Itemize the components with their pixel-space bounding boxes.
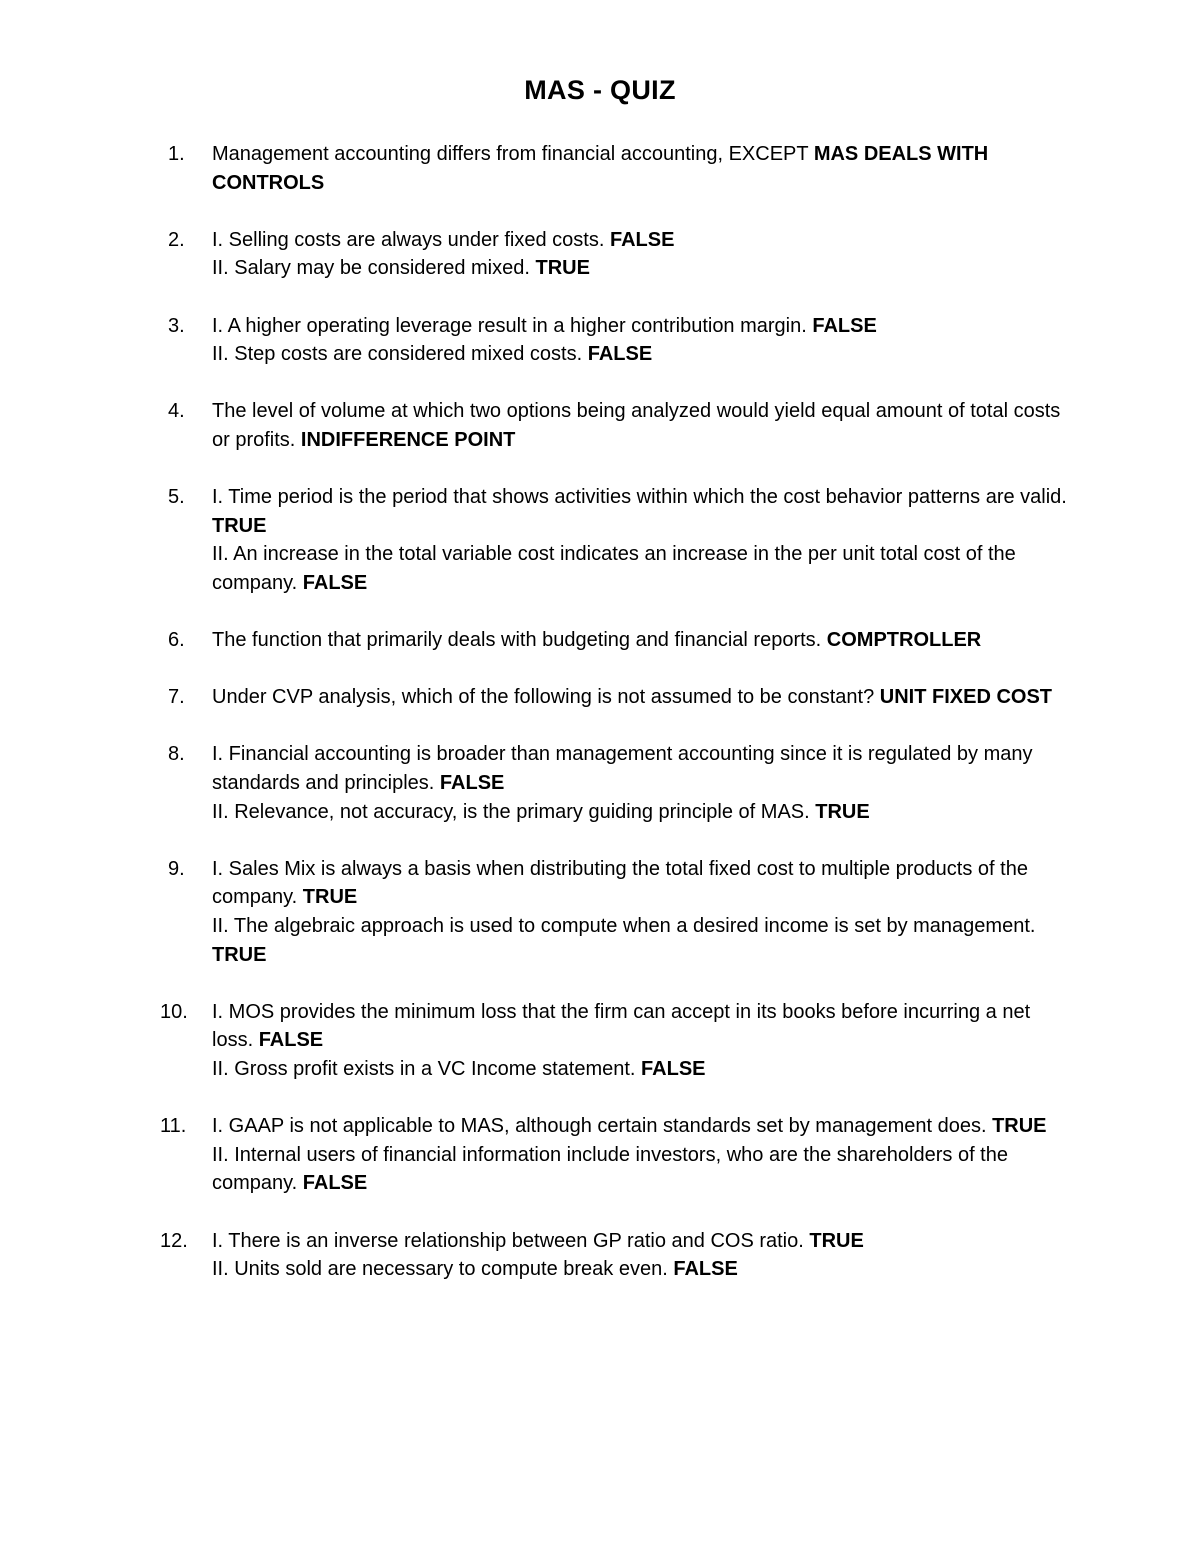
statement-text: II. Step costs are considered mixed costs.	[212, 343, 588, 366]
statement-text: II. The algebraic approach is used to compute when a desired income is set by management.	[212, 915, 1036, 938]
statement-text: Management accounting differs from financial accounting, EXCEPT	[212, 143, 814, 165]
answer-text: FALSE	[587, 343, 653, 366]
statement-text: II. An increase in the total variable cost indicates an increase in the per unit total cost of the company.	[212, 543, 1016, 594]
answer-text: FALSE	[302, 571, 368, 594]
statement-text: I. MOS provides the minimum loss that the firm can accept in its books before incurring a net loss.	[212, 1000, 1031, 1052]
statement-text: The level of volume at which two options being analyzed would yield equal amount of total costs or profits.	[212, 400, 1061, 451]
statement-text: II. Salary may be considered mixed.	[212, 257, 536, 280]
item-statement-i	[212, 855, 1068, 912]
statement-text: I. A higher operating leverage result in a higher contribution margin.	[212, 314, 813, 337]
statement-text: I. Sales Mix is always a basis when distributing the total fixed cost to multiple products of the company.	[212, 857, 1028, 909]
item-number: 4.	[168, 400, 185, 423]
answer-text: FALSE	[609, 228, 675, 251]
statement-text: I. GAAP is not applicable to MAS, although certain standards set by management does.	[212, 1115, 993, 1138]
statement-text: I. Selling costs are always under fixed costs.	[212, 228, 610, 251]
item-number: 8.	[168, 743, 185, 766]
item-statement	[212, 140, 1068, 197]
item-statement-i	[212, 998, 1068, 1055]
quiz-item-12	[160, 1227, 1068, 1284]
item-statement-ii	[212, 340, 1068, 369]
quiz-item-9	[168, 855, 1068, 969]
quiz-item-1	[168, 140, 1068, 197]
item-number: 3.	[168, 314, 185, 337]
item-number: 11.	[160, 1115, 187, 1138]
answer-text: UNIT FIXED COST	[879, 686, 1053, 709]
statement-text: I. There is an inverse relationship between GP ratio and COS ratio.	[212, 1229, 810, 1252]
statement-text: II. Gross profit exists in a VC Income statement.	[212, 1058, 642, 1080]
statement-text: II. Units sold are necessary to compute break even.	[212, 1258, 674, 1281]
answer-text: FALSE	[673, 1258, 738, 1281]
item-statement-ii	[212, 254, 1068, 283]
quiz-item-6	[168, 626, 1068, 655]
item-statement-ii	[212, 798, 1068, 827]
statement-text: II. Relevance, not accuracy, is the primary guiding principle of MAS.	[212, 800, 816, 823]
statement-text: Under CVP analysis, which of the following is not assumed to be constant?	[212, 686, 880, 709]
answer-text: TRUE	[212, 943, 267, 966]
item-statement-i	[212, 312, 1068, 341]
item-statement-i	[212, 483, 1068, 540]
answer-text: TRUE	[992, 1115, 1047, 1138]
page-title: MAS - QUIZ	[524, 75, 676, 105]
answer-text: TRUE	[302, 886, 358, 909]
answer-text: FALSE	[641, 1058, 706, 1080]
item-number: 5.	[168, 486, 185, 509]
item-statement-ii	[212, 1141, 1068, 1198]
quiz-item-10	[160, 998, 1068, 1084]
answer-text: INDIFFERENCE POINT	[300, 428, 516, 451]
item-number: 6.	[168, 629, 185, 652]
answer-text: TRUE	[815, 800, 870, 823]
item-statement-ii	[212, 1255, 1068, 1284]
item-number: 1.	[168, 143, 185, 165]
answer-text: FALSE	[812, 314, 877, 337]
item-statement	[212, 397, 1068, 454]
item-number: 10.	[160, 1000, 188, 1023]
quiz-item-11	[160, 1112, 1068, 1198]
item-number: 2.	[168, 228, 185, 251]
item-statement	[212, 626, 1068, 655]
statement-text: I. Time period is the period that shows activities within which the cost behavior patterns are valid.	[212, 486, 1067, 509]
item-statement-i	[212, 226, 1068, 255]
quiz-item-7	[168, 683, 1068, 712]
statement-text: II. Internal users of financial information include investors, who are the shareholders of the company.	[212, 1143, 1008, 1195]
answer-text: MAS DEALS WITH CONTROLS	[212, 143, 989, 194]
answer-text: COMPTROLLER	[826, 629, 982, 652]
quiz-item-4	[168, 397, 1068, 454]
item-statement-ii	[212, 912, 1068, 969]
answer-text: TRUE	[809, 1229, 864, 1252]
quiz-list	[160, 140, 1068, 1312]
quiz-item-3	[168, 312, 1068, 369]
item-number: 12.	[160, 1229, 188, 1252]
item-statement-i	[212, 1112, 1068, 1141]
quiz-item-8	[168, 740, 1068, 826]
answer-text: TRUE	[212, 514, 267, 537]
quiz-item-5	[168, 483, 1068, 597]
answer-text: FALSE	[302, 1172, 368, 1195]
item-statement-i	[212, 1227, 1068, 1256]
answer-text: FALSE	[439, 772, 505, 795]
statement-text: The function that primarily deals with budgeting and financial reports.	[212, 629, 827, 652]
answer-text: TRUE	[535, 257, 590, 280]
statement-text: I. Financial accounting is broader than management accounting since it is regulated by many standards and principles.	[212, 743, 1033, 795]
item-statement-i	[212, 740, 1068, 797]
item-statement-ii	[212, 540, 1068, 597]
item-number: 9.	[168, 857, 185, 880]
item-number: 7.	[168, 686, 185, 709]
item-statement	[212, 683, 1068, 712]
quiz-item-2	[168, 226, 1068, 283]
answer-text: FALSE	[258, 1029, 324, 1052]
item-statement-ii	[212, 1055, 1068, 1084]
